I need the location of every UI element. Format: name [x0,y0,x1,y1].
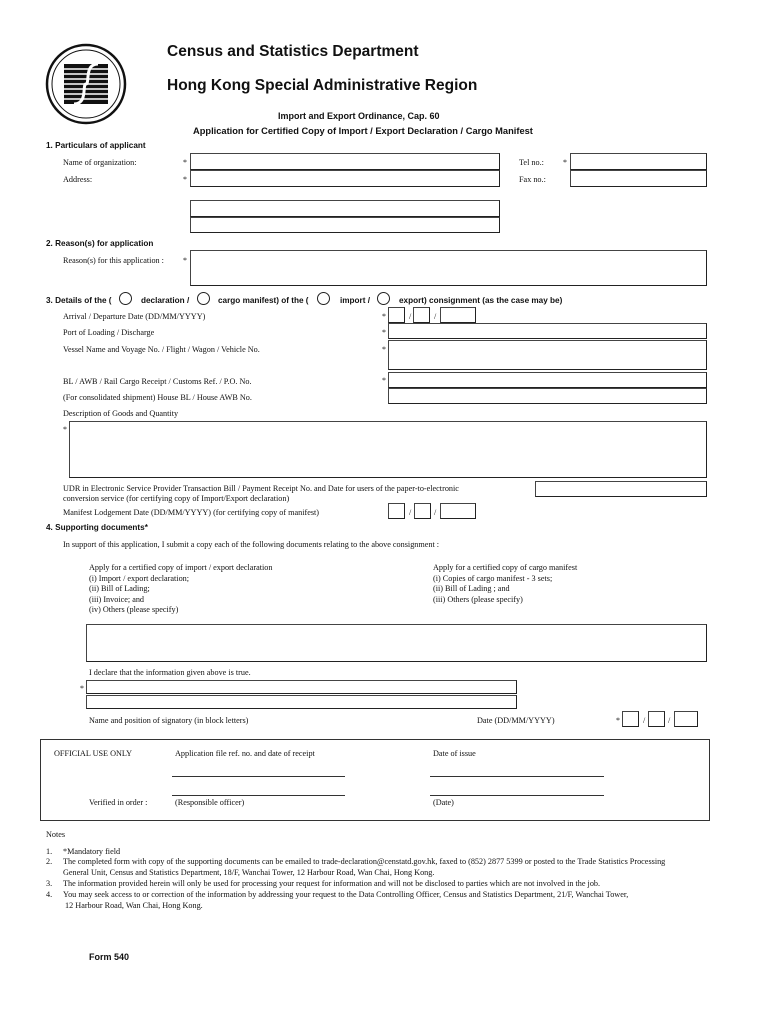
date-slash: / [409,508,412,517]
house-bl-input[interactable] [388,388,707,404]
tel-label: Tel no.: [519,158,544,167]
note-text: You may seek access to or correction of the information by addressing your request to the Data Controlling Officer, Census and Statistics Department, 21/F, Wanchai Tower, 12 Harbour Road, Wan Chai, Hong Kong. [63,890,629,910]
note-text: The completed form with copy of the supporting documents can be emailed to trade-declaration@censtatd.gov.hk, faxed to (852) 2877 5399 or posted to the Trade Statistics Processing General Unit, Census and Statistics Department, 18/F, Wanchai Tower, 12 Harbour Road, Wan Chai, Hong Kong. [63,857,666,877]
department-logo [44,42,128,126]
tel-input[interactable] [570,153,707,170]
signatory-input-line2[interactable] [86,695,517,709]
note-text: *Mandatory field [63,847,121,856]
date-slash: / [434,508,437,517]
import-export-doc-list [89,563,272,616]
list-item: Apply for a certified copy of import / export declaration [89,563,273,572]
date-label: Date (DD/MM/YYYY) [477,716,555,725]
date-slash: / [668,716,671,725]
manifest-year-input[interactable] [440,503,476,519]
sign-month-input[interactable] [648,711,665,727]
section2-heading: 2. Reason(s) for application [46,239,154,248]
sign-year-input[interactable] [674,711,698,727]
mandatory-star: * [183,175,187,184]
mandatory-star: * [80,684,84,693]
verified-date-label: (Date) [433,798,454,807]
manifest-day-input[interactable] [388,503,405,519]
manifest-month-input[interactable] [414,503,431,519]
fax-input[interactable] [570,170,707,187]
region-title: Hong Kong Special Administrative Region [167,77,478,94]
arrival-date-label: Arrival / Departure Date (DD/MM/YYYY) [63,312,206,321]
date-slash: / [409,312,412,321]
reason-textarea[interactable] [190,250,707,286]
date-of-issue-line [430,776,604,777]
mandatory-star: * [382,345,386,354]
radio-declaration[interactable] [119,292,132,305]
note-number: 3. [46,879,53,888]
arrival-day-input[interactable] [388,307,405,323]
supporting-intro: In support of this application, I submit a copy each of the following documents relating to the above consignment : [63,540,440,549]
list-item: (ii) Bill of Lading; [89,584,150,593]
date-slash: / [434,312,437,321]
list-item: Apply for a certified copy of cargo manifest [433,563,578,572]
port-input[interactable] [388,323,707,339]
organization-name-input[interactable] [190,153,500,170]
name-label: Name of organization: [63,158,137,167]
fax-label: Fax no.: [519,175,546,184]
form-number: Form 540 [89,952,130,962]
reason-label: Reason(s) for this application : [63,256,164,265]
udr-label-line2: conversion service (for certifying copy of Import/Export declaration) [63,494,290,503]
goods-textarea[interactable] [69,421,707,478]
notes-heading: Notes [46,830,66,839]
mandatory-star: * [616,716,620,725]
radio-import[interactable] [317,292,330,305]
file-ref-line [172,776,345,777]
bl-input[interactable] [388,372,707,388]
responsible-officer-line [172,795,345,796]
list-item: (i) Import / export declaration; [89,573,190,583]
port-label: Port of Loading / Discharge [63,328,155,337]
signatory-label: Name and position of signatory (in block letters) [89,716,249,725]
date-of-issue-label: Date of issue [433,749,476,758]
list-item: (ii) Bill of Lading ; and [433,584,510,593]
mandatory-star: * [563,158,567,167]
arrival-year-input[interactable] [440,307,476,323]
note-text: The information provided herein will only be used for processing your request for information and will not be disclosed to parties which are not involved in the job. [63,879,601,888]
mandatory-star: * [382,312,386,321]
manifest-date-label: Manifest Lodgement Date (DD/MM/YYYY) (for certifying copy of manifest) [63,508,320,517]
verified-label: Verified in order : [89,798,148,807]
verified-date-line [430,795,604,796]
section3-heading: 3. Details of the ( [46,296,112,305]
radio-export[interactable] [377,292,390,305]
radio-cargo-manifest[interactable] [197,292,210,305]
signatory-input-line1[interactable] [86,680,517,694]
goods-label: Description of Goods and Quantity [63,409,179,418]
responsible-officer-label: (Responsible officer) [175,798,245,807]
vessel-input[interactable] [388,340,707,370]
declaration-text: I declare that the information given above is true. [89,668,251,677]
note-number: 4. [46,890,53,899]
export-option-label: export) consignment (as the case may be) [399,296,563,305]
cargo-manifest-option-label: cargo manifest) of the ( [218,296,309,305]
date-slash: / [643,716,646,725]
list-item: (iii) Invoice; and [89,594,145,604]
cargo-manifest-doc-list [433,563,577,605]
official-use-box [40,739,710,821]
address-input-line1[interactable] [190,170,500,187]
import-option-label: import / [340,296,371,305]
udr-input[interactable] [535,481,707,497]
section1-heading: 1. Particulars of applicant [46,141,146,150]
note-number: 2. [46,857,53,866]
address-input-line2[interactable] [190,200,500,217]
application-title: Application for Certified Copy of Import / Export Declaration / Cargo Manifest [193,126,533,136]
ordinance-title: Import and Export Ordinance, Cap. 60 [278,111,440,121]
note-number: 1. [46,847,53,856]
udr-label-line1: UDR in Electronic Service Provider Transaction Bill / Payment Receipt No. and Date for users of the paper-to-electronic [63,484,459,493]
list-item: (iii) Others (please specify) [433,594,523,604]
address-input-line3[interactable] [190,217,500,233]
department-title: Census and Statistics Department [167,43,419,60]
mandatory-star: * [382,376,386,385]
list-item: (i) Copies of cargo manifest - 3 sets; [433,573,553,583]
arrival-month-input[interactable] [413,307,430,323]
vessel-label: Vessel Name and Voyage No. / Flight / Wagon / Vehicle No. [63,345,260,354]
others-specify-textarea[interactable] [86,624,707,662]
bl-label: BL / AWB / Rail Cargo Receipt / Customs Ref. / P.O. No. [63,377,252,386]
list-item: (iv) Others (please specify) [89,605,179,614]
address-label: Address: [63,175,93,184]
section4-heading: 4. Supporting documents* [46,523,148,532]
mandatory-star: * [183,158,187,167]
sign-day-input[interactable] [622,711,639,727]
official-use-label: OFFICIAL USE ONLY [54,749,133,758]
mandatory-star: * [63,425,67,434]
mandatory-star: * [183,256,187,265]
house-bl-label: (For consolidated shipment) House BL / House AWB No. [63,393,252,402]
declaration-option-label: declaration / [141,296,190,305]
mandatory-star: * [382,328,386,337]
file-ref-label: Application file ref. no. and date of receipt [175,749,315,758]
